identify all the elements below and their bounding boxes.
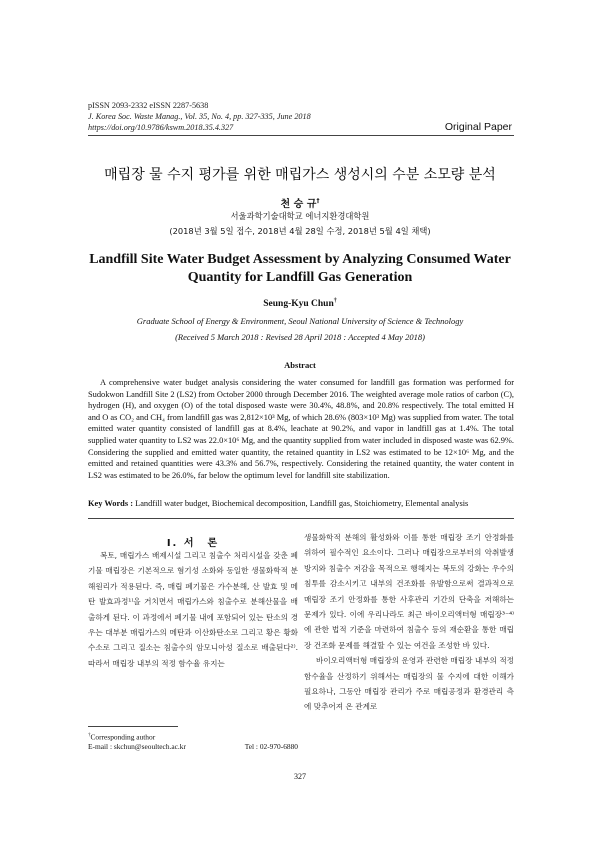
header-rule <box>88 135 514 136</box>
footnote-mark: † <box>88 733 91 738</box>
english-author-name: Seung-Kyu Chun <box>263 299 334 310</box>
corresponding-mark: † <box>316 197 320 205</box>
paper-type-label: Original Paper <box>444 121 512 133</box>
english-author <box>0 298 600 309</box>
keywords-text: Landfill water budget, Biochemical decomposition, Landfill gas, Stoichiometry, Elemental analysis <box>132 499 469 508</box>
korean-author-name: 천 승 규 <box>280 199 317 210</box>
english-dates: (Received 5 March 2018 : Revised 28 April 2018 : Accepted 4 May 2018) <box>175 332 425 342</box>
body-paragraph: 바이오리액터형 매립장의 운영과 관련한 매립장 내부의 적정 함수율을 산정하기 위해서는 매립장의 물 수지에 대한 이해가 필요하나, 그동안 매립장 관리가 주로 매립공정과 환경관리 측에 맞추어져 온 관계로 <box>304 656 514 712</box>
english-affiliation: Graduate School of Energy & Environment, Seoul National University of Science & Technology <box>136 316 464 326</box>
english-title: Landfill Site Water Budget Assessment by Analyzing Consumed Water Quantity for Landfill Gas Generation <box>89 252 511 285</box>
doi-link[interactable]: https://doi.org/10.9786/kswm.2018.35.4.327 <box>88 123 234 132</box>
korean-affiliation: 서울과학기술대학교 에너지환경대학원 <box>230 211 370 221</box>
keywords <box>88 498 514 509</box>
korean-dates: (2018년 3월 5일 접수, 2018년 4월 28일 수정, 2018년 5월 4일 채택) <box>169 226 431 236</box>
issn-line: pISSN 2093-2332 eISSN 2287-5638 <box>88 101 209 110</box>
keywords-label: Key Words : <box>88 499 133 508</box>
citation-line: J. Korea Soc. Waste Manag., Vol. 35, No. 4, pp. 327-335, June 2018 <box>88 112 311 121</box>
korean-title: 매립장 물 수지 평가를 위한 매립가스 생성시의 수분 소모량 분석 <box>104 167 496 183</box>
abstract-heading: Abstract <box>284 360 316 370</box>
keywords-rule <box>88 518 514 519</box>
right-column <box>304 530 514 715</box>
footnote <box>88 731 298 752</box>
footnote-email[interactable]: E-mail : skchun@seoultech.ac.kr <box>88 742 186 752</box>
footnote-label: Corresponding author <box>90 732 156 742</box>
section-heading: I. 서 론 <box>166 538 220 549</box>
footnote-tel: Tel : 02-970-6880 <box>244 742 298 752</box>
corresponding-mark: † <box>333 298 337 304</box>
korean-author <box>0 195 600 210</box>
page-number: 327 <box>294 772 306 781</box>
body-paragraph: 생물화학적 분해의 활성화와 이를 통한 매립장 조기 안정화를 위하여 필수적인 요소이다. 그러나 매립장으로부터의 악취발생 방지와 침출수 저감을 목적으로 행해지는 복토의 강화는 우수의 침투를 감소시키고 내부의 건조화를 유발함으로써 결과적으로 매립장 조기 안정화를 통한 사후관리 기간의 단축을 저해하는 문제가 있다. 이에 우리나라도 최근 바이오리액터형 매립장³⁻⁴⁾에 관한 법적 기준을 마련하여 침출수 등의 재순환을 통한 매립장 건조화 문제를 해결할 수 있는 여건을 조성한 바 있다. <box>304 533 514 650</box>
abstract-body: A comprehensive water budget analysis considering the water consumed for landfill gas formation was performed for Sudokwon Landfill Site 2 (LS2) from October 2000 through December 2016. The weighted average mole ratios of carbon (C), hydrogen (H), and oxygen (O) of the total disposed waste were 30.4%, 48.8%, and 20.8% respectively. The total emitted H and O as CO₂ and CH₄ from landfill gas was 2,812×10³ Mg, of which 28.6% (803×10³ Mg) was supplied from water. The total emitted water quantity consisted of landfill gas at 8.4%, leachate at 90.2%, and vapor in landfill gas at 1.4%. The total supplied water quantity to LS2 was 22.0×10⁶ Mg, and the quantity supplied from water included in disposed waste was 62.9%. Considering the supplied and emitted water quantity, the retained quantity in LS2 was estimated to be 12×10⁶ Mg, and the emitted and retained quantities were 43.3% and 56.7%, respectively. Considering the retained quantity, the water content in LS2 was estimated to be 26.0%, far below the optimum level for landfill site stabilization. <box>88 378 514 480</box>
journal-meta <box>88 100 311 133</box>
footnote-rule <box>88 726 178 727</box>
body-paragraph: 복토, 매립가스 배제시설 그리고 침출수 처리시설을 갖춘 폐기물 매립장은 기본적으로 혐기성 소화와 동일한 생물화학적 분해원리가 적용된다. 즉, 매립 폐기물은 가수분해, 산 발효 및 메탄 발효과정¹⁾을 거치면서 매립가스와 침출수로 분해산물을 배출하게 된다. 이 과정에서 폐기물 내에 포함되어 있는 탄소의 경우는 대부분 매립가스의 메탄과 이산화탄소로 그리고 황은 황화수소로 그리고 질소는 침출수의 암모니아성 질소로 배출된다²⁾. 따라서 매립장 내부의 적정 함수율 유지는 <box>88 551 298 668</box>
left-column <box>88 548 298 671</box>
